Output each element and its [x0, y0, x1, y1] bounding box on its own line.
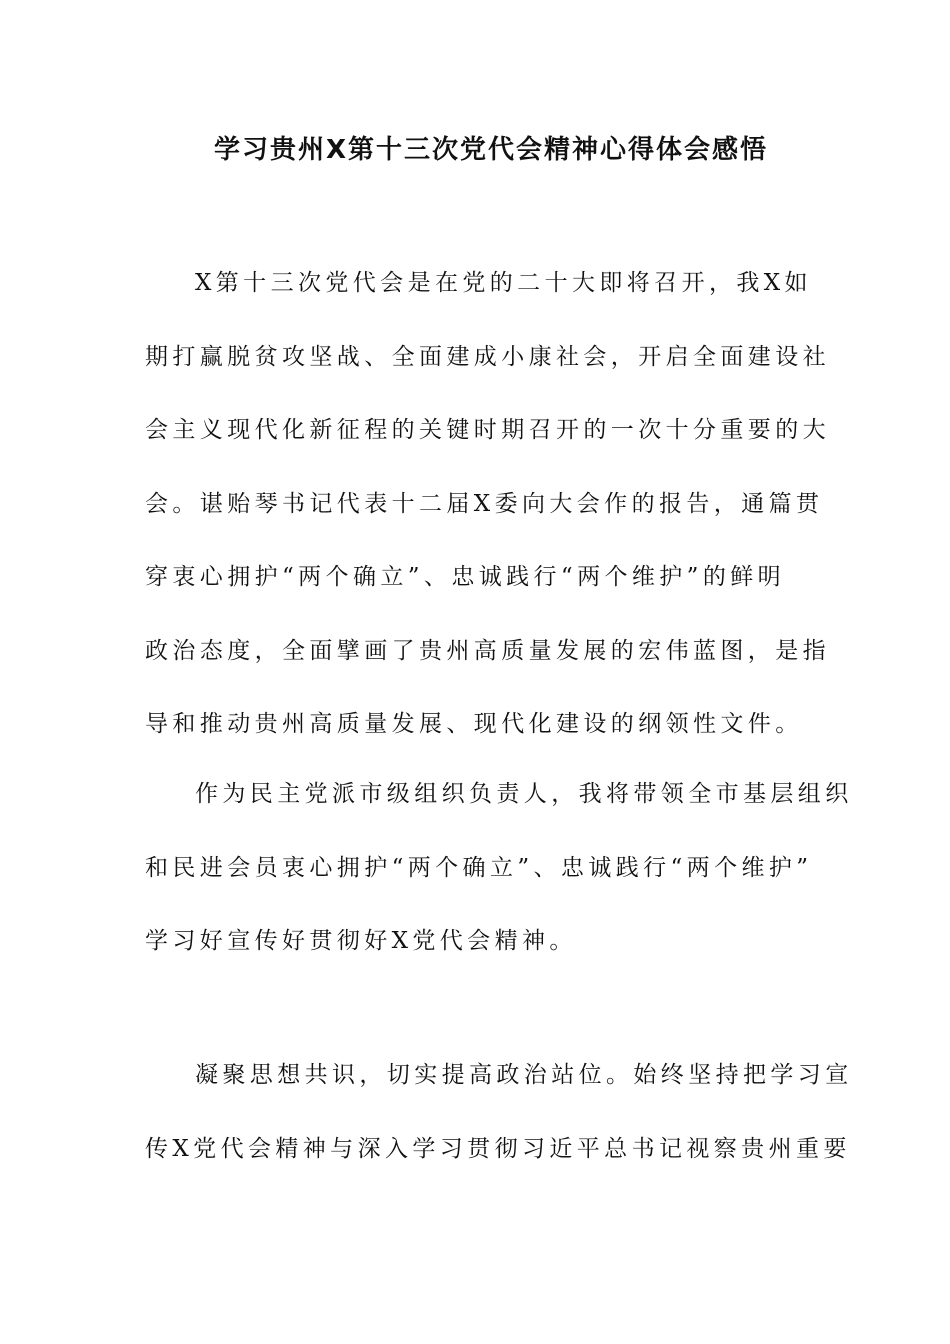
- document-title: 学习贵州X第十三次党代会精神心得体会感悟: [214, 135, 769, 165]
- paragraph-1-line-5: 穿衷心拥护“两个确立”、忠诚践行“两个维护”的鲜明: [145, 564, 786, 590]
- paragraph-1-line-4: 会。谌贻琴书记代表十二届X委向大会作的报告，通篇贯: [145, 491, 824, 517]
- paragraph-2-line-1: 作为民主党派市级组织负责人，我将带领全市基层组织: [195, 781, 853, 807]
- paragraph-1-line-1: X第十三次党代会是在党的二十大即将召开，我X如: [195, 270, 812, 296]
- paragraph-2-line-3: 学习好宣传好贯彻好X党代会精神。: [145, 928, 577, 954]
- paragraph-2-line-2: 和民进会员衷心拥护“两个确立”、忠诚践行“两个维护”: [145, 855, 813, 881]
- paragraph-1-line-2: 期打赢脱贫攻坚战、全面建成小康社会，开启全面建设社: [145, 344, 830, 370]
- paragraph-1-line-6: 政治态度，全面擘画了贵州高质量发展的宏伟蓝图，是指: [145, 638, 830, 664]
- paragraph-3-line-1: 凝聚思想共识，切实提高政治站位。始终坚持把学习宣: [195, 1062, 853, 1088]
- paragraph-3-line-2: 传X党代会精神与深入学习贯彻习近平总书记视察贵州重要: [145, 1136, 851, 1162]
- paragraph-1-line-3: 会主义现代化新征程的关键时期召开的一次十分重要的大: [145, 417, 830, 443]
- paragraph-1-line-7: 导和推动贵州高质量发展、现代化建设的纲领性文件。: [145, 711, 803, 737]
